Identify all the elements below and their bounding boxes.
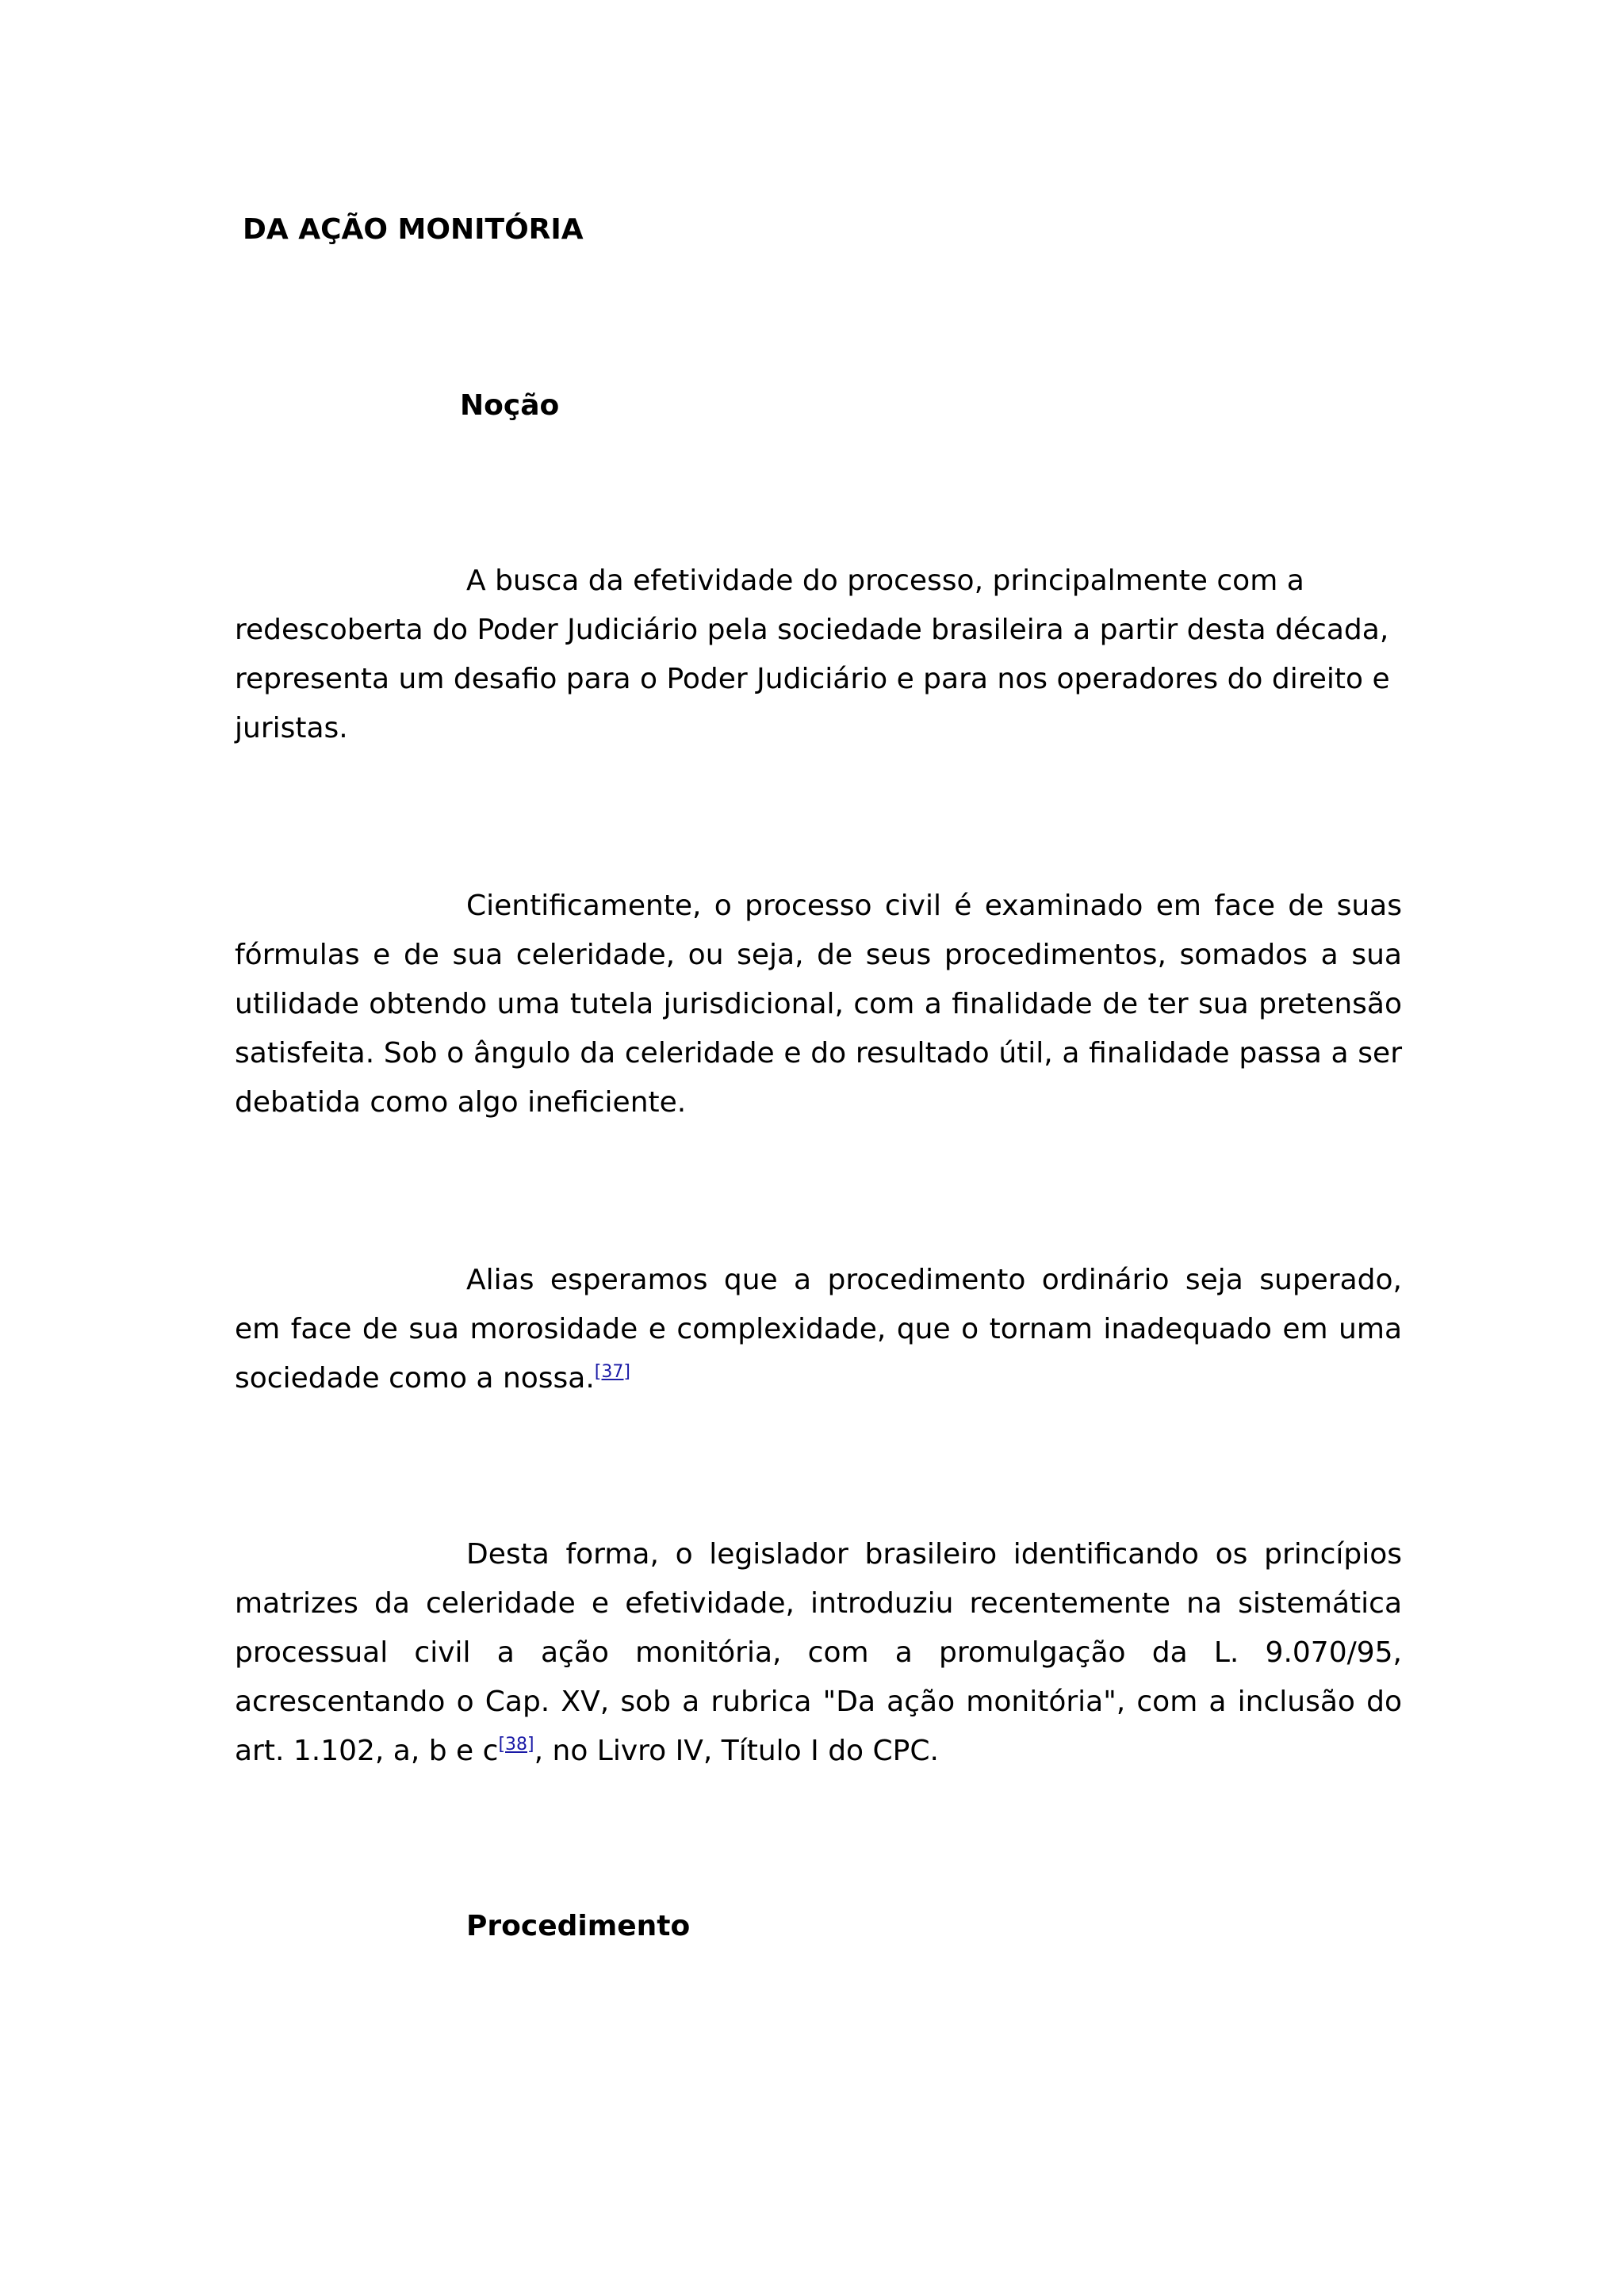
paragraph-4 xyxy=(235,1530,1402,1776)
document-title: DA AÇÃO MONITÓRIA xyxy=(243,213,584,246)
paragraph-2 xyxy=(235,882,1402,1127)
paragraph-1 xyxy=(235,557,1402,753)
paragraph-3-text: Alias esperamos que a procedimento ordinário seja superado, em face de sua morosidade e complexidade, que o tornam inadequado em uma sociedade como a nossa. xyxy=(235,1264,1402,1395)
section-heading-nocao: Noção xyxy=(460,389,560,422)
paragraph-4-text-a: Desta forma, o legislador brasileiro identificando os princípios matrizes da celeridade e efetividade, introduziu recentemente na sistemática processual civil a ação monitória, com a promulgação da L. 9.070/95, acrescentando o Cap. XV, sob a rubrica "Da ação monitória", com a inclusão do art. 1.102, a, b e c xyxy=(235,1538,1402,1767)
paragraph-4-text-b: , no Livro IV, Título I do CPC. xyxy=(534,1735,939,1767)
paragraph-3 xyxy=(235,1256,1402,1403)
paragraph-1-text: A busca da efetividade do processo, principalmente com a redescoberta do Poder Judiciário pela sociedade brasileira a partir desta década, representa um desafio para o Poder Judiciário e para nos operadores do direito e juristas. xyxy=(235,564,1390,744)
paragraph-2-text: Cientificamente, o processo civil é examinado em face de suas fórmulas e de sua celeridade, ou seja, de seus procedimentos, somados a sua utilidade obtendo uma tutela jurisdicional, com a finalidade de ter sua pretensão satisfeita. Sob o ângulo da celeridade e do resultado útil, a finalidade passa a ser debatida como algo ineficiente. xyxy=(235,890,1402,1119)
footnote-link-37[interactable]: [37] xyxy=(594,1362,630,1382)
section-heading-procedimento: Procedimento xyxy=(466,1910,691,1942)
footnote-link-38[interactable]: [38] xyxy=(498,1735,534,1755)
